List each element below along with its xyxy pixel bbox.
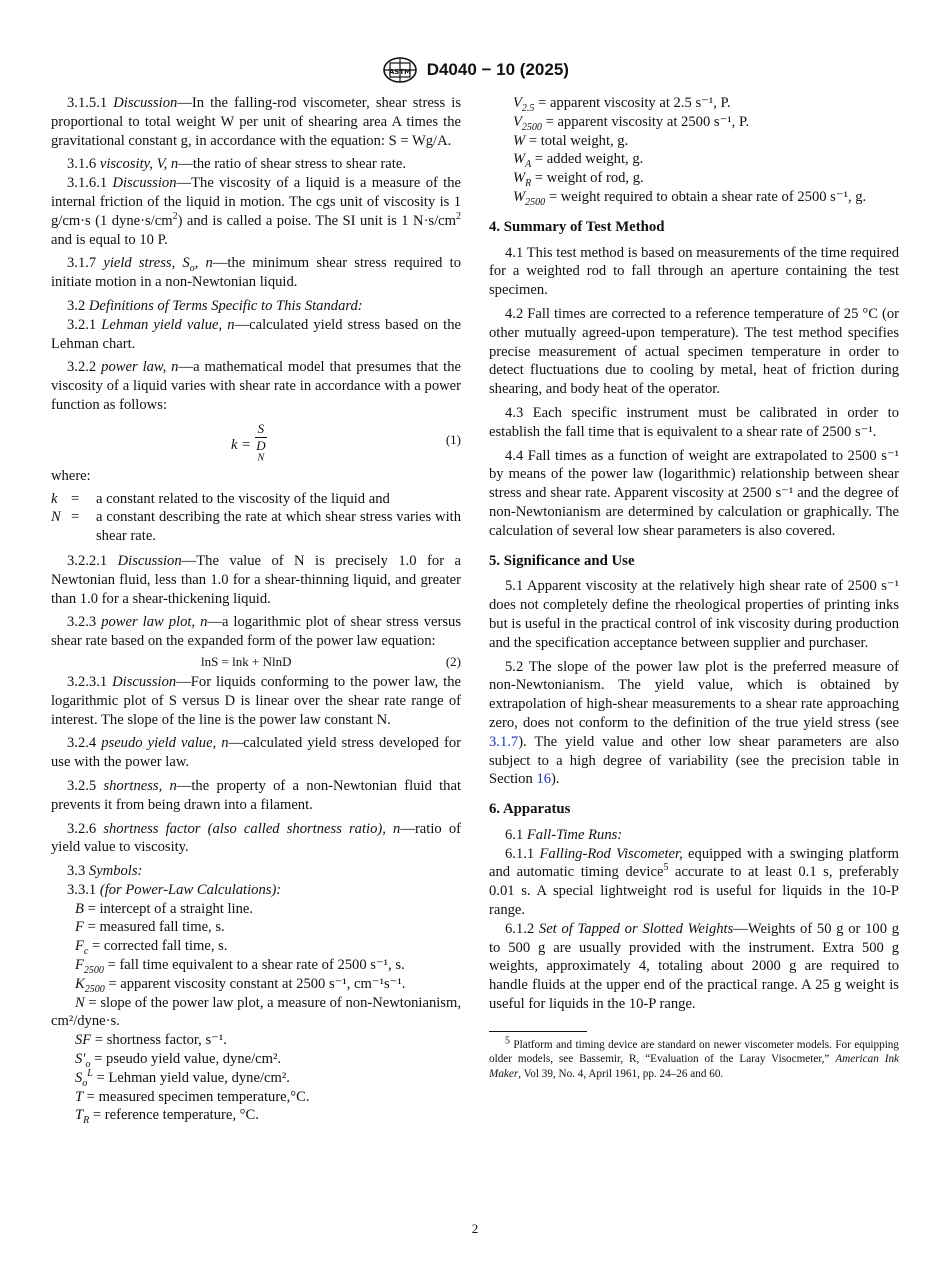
symbol-list-continued: [489, 94, 899, 207]
para-3-2-1: 3.2.1 Lehman yield value, n—calculated yield stress based on the Lehman chart.: [51, 316, 461, 352]
para-3-3-1: 3.3.1 (for Power-Law Calculations):: [67, 881, 282, 898]
equation-number: (2): [445, 653, 461, 669]
equation-2: [51, 653, 461, 673]
svg-text:ASTM: ASTM: [388, 68, 412, 76]
para-3-2-5: 3.2.5 shortness, n—the property of a non-Newtonian fluid that prevents it from being drawn into a filament.: [51, 777, 461, 813]
eq1-lhs: k =: [231, 436, 251, 453]
para-5-1: 5.1 Apparent viscosity at the relatively high shear rate of 2500 s⁻¹ does not completely define the rheological properties of printing inks but is useful in the practical control of ink viscosity during production and the specification acceptance between supplier and purchaser.: [489, 578, 899, 651]
symbol-row: SF = shortness factor, s⁻¹.: [75, 1032, 227, 1049]
ref-link-3-1-7[interactable]: 3.1.7: [489, 733, 519, 750]
equation-1: [51, 420, 461, 464]
para-3-2-4: 3.2.4 pseudo yield value, n—calculated yield stress developed for use with the power law.: [51, 735, 462, 771]
para-3-1-6-1: 3.1.6.1 Discussion—The viscosity of a liquid is a measure of the internal friction of the liquid in motion. The cgs unit of viscosity is 1 g/cm·s (1 $dyne\cdot s/cm^2$) and is called a poise. The SI unit is 1 $N\cdot s/cm^2$ and is equal to 10 P.: [51, 175, 462, 248]
symbol-row: N = slope of the power law plot, a measure of non-Newtonianism, cm²/dyne·s.: [51, 994, 461, 1030]
definition-row: k = a constant related to the viscosity of the liquid and: [51, 490, 390, 507]
para-4-3: 4.3 Each specific instrument must be calibrated in order to establish the fall time that is equivalent to a shear rate of 2500 s⁻¹.: [489, 404, 899, 440]
para-3-1-6: 3.1.6 viscosity, V, n—the ratio of shear stress to shear rate.: [67, 156, 406, 173]
para-4-4: 4.4 Fall times as a function of weight are extrapolated to 2500 s⁻¹ by means of the power law (logarithmic) relationship between shear stress and shear rate. Apparent viscosity at 2500 s⁻¹ and the degree of non-Newtonianism are determined by calculation or graphically. The calculation of several low shear parameters is also covered.: [489, 447, 899, 539]
section-heading: 6. Apparatus: [489, 801, 571, 818]
para-4-2: 4.2 Fall times are corrected to a reference temperature of 25 °C (or other mutually agreed-upon temperature). The test method specifies precise measurement of actual specimen temperature in order to detect fluctuations due to cooling by metal, heat of friction during shearing, and body heat of the operator.: [489, 305, 899, 398]
section-heading: 4. Summary of Test Method: [489, 218, 665, 235]
para-3-1-7: 3.1.7 yield stress, $S_o$, n—the minimum shear stress required to initiate motion in a non-Newtonian liquid.: [51, 255, 461, 291]
para-3-2-3-1: 3.2.3.1 Discussion—For liquids conforming to the power law, the logarithmic plot of S versus D is linear over the shear rate range of interest. The slope of the line is the power law constant N.: [51, 673, 462, 728]
symbol-row: $F_{2500}$ = fall time equivalent to a shear rate of 2500 s⁻¹, s.: [75, 957, 405, 976]
para-3-2-2-1: 3.2.2.1 Discussion—The value of N is precisely 1.0 for a Newtonian fluid, less than 1.0 for a shear-thinning liquid, and greater than 1.0 for a shear-thickening liquid.: [51, 552, 462, 607]
page-header: [0, 56, 950, 84]
symbol-row: $V_{2500}$ = apparent viscosity at 2500 s⁻¹, P.: [513, 113, 750, 133]
symbol-row: B = intercept of a straight line.: [75, 900, 254, 917]
symbol-list: [51, 900, 461, 1126]
para-6-1: 6.1 Fall-Time Runs:: [505, 826, 623, 843]
symbol-row: W = total weight, g.: [513, 132, 629, 149]
section-heading: 5. Significance and Use: [489, 552, 635, 569]
where-label: where:: [51, 467, 91, 484]
symbol-row: $F_c$ = corrected fall time, s.: [75, 938, 228, 958]
ref-link-section-16[interactable]: 16: [536, 771, 552, 788]
symbol-row: $W_A$ = added weight, g.: [513, 151, 644, 171]
document-code: D4040 − 10 (2025): [426, 59, 569, 79]
variable-definitions: [51, 490, 461, 546]
para-6-1-1: 6.1.1 Falling-Rod Viscometer, equipped with a swinging platform and automatic timing device$^5$ accurate to at least 0.1 s, preferably 0.01 s. A special lightweight rod is useful for liquids in the 10-P range.: [489, 845, 899, 919]
astm-logo-icon: [381, 56, 419, 84]
page-number: 2: [471, 1221, 479, 1236]
footnote-ref[interactable]: 5: [663, 862, 669, 874]
left-column: [51, 94, 461, 1125]
footnote: $^5$ Platform and timing device are standard on newer viscometer models. For equipping older models, see Bassemir, R, “Evaluation of the Laray Visocmeter,” American Ink Maker, Vol 39, No. 4, April 1961, pp. 24–26 and 60.: [489, 1035, 900, 1080]
symbol-row: $S_o^L$ = Lehman yield value, dyne/cm².: [75, 1068, 290, 1089]
footnote-divider: [489, 1031, 587, 1032]
equation-number: (1): [445, 431, 461, 447]
para-6-1-2: 6.1.2 Set of Tapped or Slotted Weights—Weights of 50 g or 100 g to 500 g are usually provided with the instrument. Extra 500 g weights, approximately 4, totaling about 2000 g are required to handle fluids at the upper end of the practical range. A 25 g weight is useful for liquids in the 10-P range.: [489, 920, 899, 1013]
symbol-row: F = measured fall time, s.: [75, 919, 225, 936]
para-3-1-5-1: 3.1.5.1 Discussion—In the falling-rod viscometer, shear stress is proportional to total weight W per unit of shearing area A times the gravitational constant g, in accordance with the equation: S = Wg/A.: [51, 95, 461, 149]
para-3-2-2: 3.2.2 power law, n—a mathematical model that presumes that the viscosity of a liquid varies with shear rate in accordance with a power function as follows:: [51, 359, 461, 413]
para-4-1: 4.1 This test method is based on measurements of the time required for a weighted rod to fall through an aperture containing the test specimen.: [489, 244, 899, 299]
symbol-row: $S'_o$ = pseudo yield value, dyne/cm².: [75, 1051, 282, 1070]
symbol-row: T = measured specimen temperature,°C.: [75, 1088, 310, 1105]
para-3-2-6: 3.2.6 shortness factor (also called shortness ratio), n—ratio of yield value to viscosity.: [51, 820, 461, 856]
para-3-2-3: 3.2.3 power law plot, n—a logarithmic plot of shear stress versus shear rate based on the expanded form of the power law equation:: [51, 614, 462, 650]
symbol-row: $K_{2500}$ = apparent viscosity constant at 2500 s⁻¹, cm⁻¹s⁻¹.: [75, 975, 406, 995]
symbol-row: $W_{2500}$ = weight required to obtain a shear rate of 2500 s⁻¹, g.: [513, 188, 867, 208]
para-5-2: 5.2 The slope of the power law plot is the preferred measure of non-Newtonianism. The yield value, which is obtained by extrapolation of high-shear measurements to a shear rate approaching zero, does not conform to the definition of the true yield stress (see 3.1.7). The yield value and other low shear parameters are also subject to a high degree of variability (see the precision table in Section 16).: [489, 658, 899, 788]
eq2-body: lnS = lnk + NlnD: [201, 653, 292, 669]
para-3-2: 3.2 Definitions of Terms Specific to This Standard:: [67, 297, 363, 314]
eq1-fraction: S D $^N$: [256, 420, 266, 464]
symbol-row: $T_R$ = reference temperature, °C.: [75, 1107, 259, 1127]
para-3-3: 3.3 Symbols:: [67, 863, 143, 880]
definition-row: N = a constant describing the rate at which shear stress varies with shear rate.: [51, 509, 461, 545]
symbol-row: $W_R$ = weight of rod, g.: [513, 170, 644, 190]
symbol-row: $V_{2.5}$ = apparent viscosity at 2.5 s⁻¹, P.: [513, 95, 731, 114]
right-column: [489, 94, 899, 1081]
